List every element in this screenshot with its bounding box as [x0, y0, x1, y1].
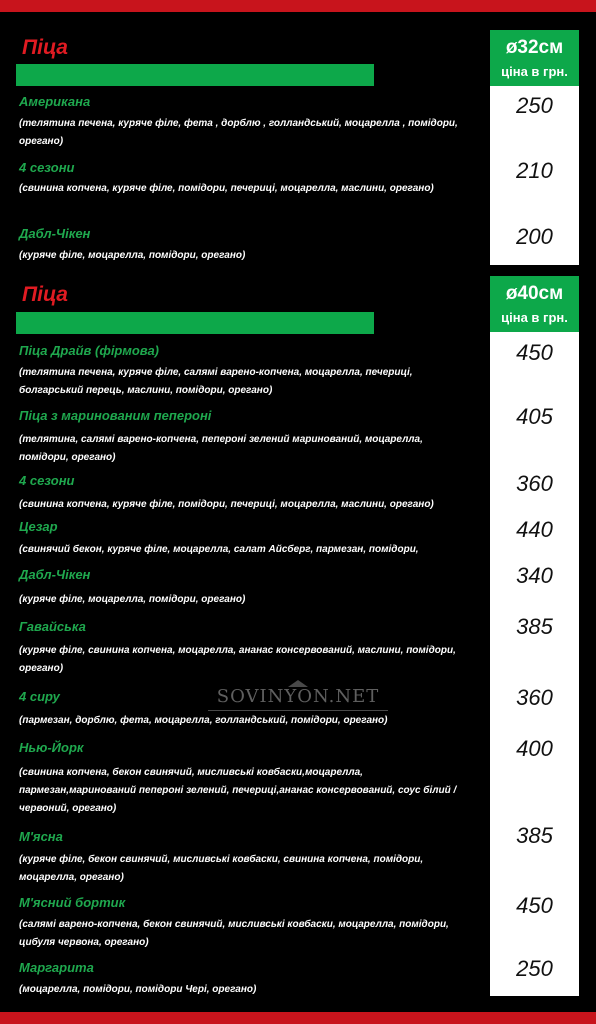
menu-item-description: (свинина копчена, куряче філе, помідори, печериці, моцарелла, маслини, орегано)	[19, 499, 434, 510]
menu-item-price: 360	[516, 471, 553, 496]
menu-item-price: 450	[516, 893, 553, 918]
menu-item-price: 440	[516, 517, 553, 542]
currency-label: ціна в грн.	[501, 310, 568, 325]
menu-item-description: (свинина копчена, бекон свинячий, мисливські ковбаски,моцарелла, пармезан,маринований пепероні зелений, печериці,ананас консервований, соус білий / червоний, орегано)	[19, 767, 457, 814]
menu-item-name: Цезар	[19, 519, 58, 534]
price-header-32	[490, 30, 579, 86]
menu-item-name: 4 сезони	[19, 160, 75, 175]
menu-item-name: Американа	[19, 94, 91, 109]
top-border	[0, 0, 596, 12]
menu-item-description: (телятина печена, куряче філе, салямі варено-копчена, моцарелла, печериці, болгарський перець, маслини, помідори, орегано)	[19, 367, 413, 396]
price-header-40	[490, 276, 579, 332]
menu-item-name: Дабл-Чікен	[19, 567, 91, 582]
menu-item-price: 385	[516, 823, 553, 848]
menu-item-price: 385	[516, 614, 553, 639]
menu-item-description: (пармезан, дорблю, фета, моцарелла, голландський, помідори, орегано)	[19, 715, 388, 726]
menu-item-name: 4 сезони	[19, 473, 75, 488]
menu-item-description: (куряче філе, свинина копчена, моцарелла, ананас консервований, маслини, помідори, орегано)	[19, 645, 456, 674]
section-title-32: Піца	[22, 36, 68, 59]
section-green-bar-40	[16, 312, 374, 334]
section-title-40: Піца	[22, 283, 68, 306]
section-green-bar-32	[16, 64, 374, 86]
menu-item-description: (моцарелла, помідори, помідори Чері, орегано)	[19, 984, 257, 995]
currency-label: ціна в грн.	[501, 64, 568, 79]
menu-item-description: (салямі варено-копчена, бекон свинячий, мисливські ковбаски, моцарелла, помідори, цибуля червона, орегано)	[19, 919, 449, 948]
menu-item-description: (телятина, салямі варено-копчена, пепероні зелений маринований, моцарелла, помідори, орегано)	[19, 434, 423, 463]
bottom-border	[0, 1012, 596, 1024]
watermark-underline	[208, 710, 388, 711]
menu-item-description: (куряче філе, моцарелла, помідори, орегано)	[19, 594, 246, 605]
pizza-size-label: ø40см	[505, 283, 564, 304]
watermark-text: SOVINYON.NET	[216, 686, 380, 707]
menu-item-description: (свинина копчена, куряче філе, помідори, печериці, моцарелла, маслини, орегано)	[19, 183, 434, 194]
pizza-size-label: ø32см	[505, 37, 564, 58]
menu-item-name: 4 сиру	[19, 689, 60, 704]
menu-item-name: Гавайська	[19, 619, 86, 634]
menu-item-price: 200	[516, 224, 553, 249]
menu-item-name: Піца з маринованим пепероні	[19, 408, 212, 423]
menu-item-price: 450	[516, 340, 553, 365]
menu-item-price: 400	[516, 736, 553, 761]
menu-item-price: 360	[516, 685, 553, 710]
menu-item-name: Піца Драйв (фірмова)	[19, 343, 160, 358]
menu-item-description: (свинячий бекон, куряче філе, моцарелла, салат Айсберг, пармезан, помідори,	[19, 544, 419, 555]
menu-item-description: (куряче філе, бекон свинячий, мисливські ковбаски, свинина копчена, помідори, моцарелла, орегано)	[19, 854, 424, 883]
menu-item-price: 250	[516, 93, 553, 118]
watermark	[208, 680, 388, 714]
menu-item-name: М'ясний бортик	[19, 895, 126, 910]
menu-item-price: 405	[516, 404, 553, 429]
menu-item-description: (телятина печена, куряче філе, фета , дорблю , голландський, моцарелла , помідори, орегано)	[19, 118, 458, 147]
menu-item-name: Нью-Йорк	[19, 740, 84, 755]
menu-item-name: Маргарита	[19, 960, 94, 975]
menu-item-description: (куряче філе, моцарелла, помідори, орегано)	[19, 250, 246, 261]
menu-item-name: М'ясна	[19, 829, 63, 844]
menu-item-name: Дабл-Чікен	[19, 226, 91, 241]
menu-item-price: 210	[516, 158, 553, 183]
menu-item-price: 250	[516, 956, 553, 981]
menu-item-price: 340	[516, 563, 553, 588]
